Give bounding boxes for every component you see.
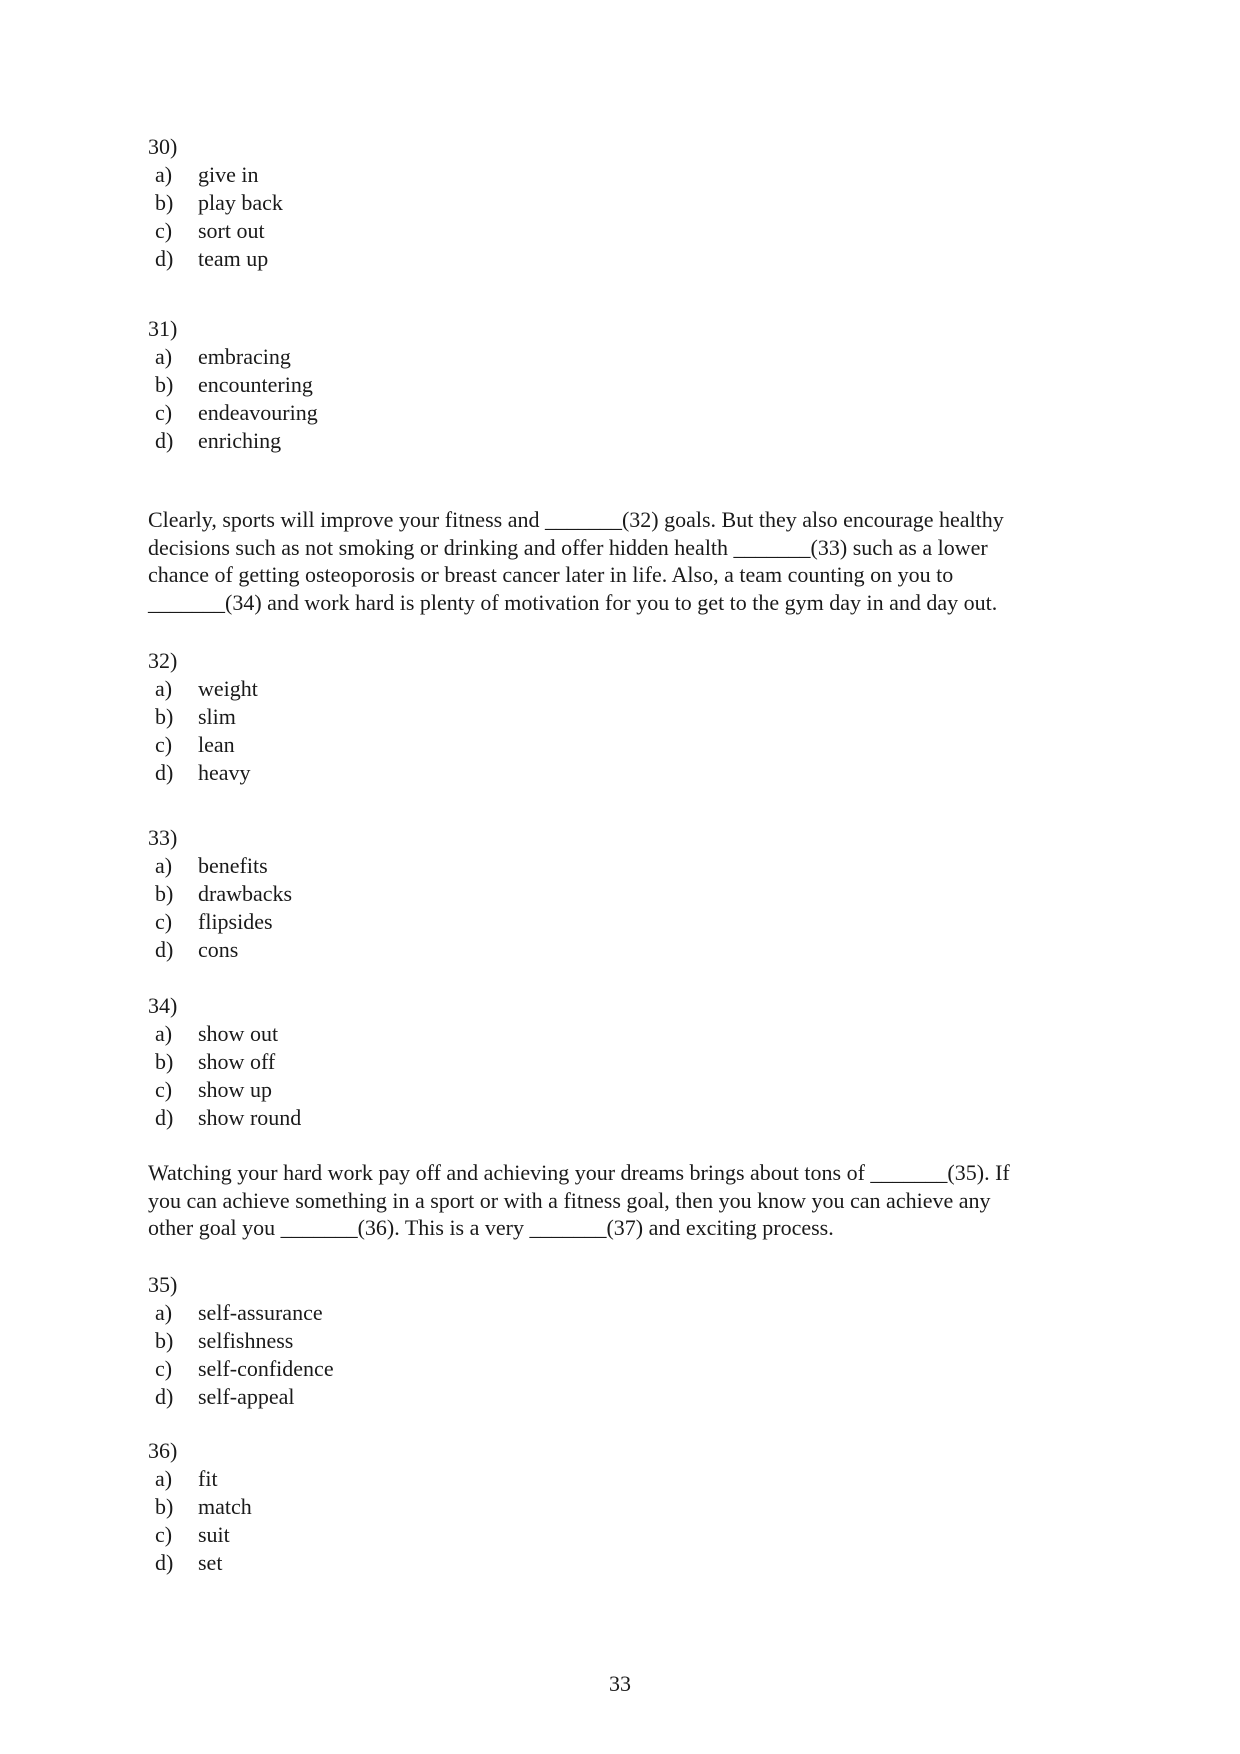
option-c: c) suit [155, 1522, 230, 1547]
option-a: a) embracing [155, 344, 291, 369]
question-35 [148, 1271, 334, 1411]
option-b: b) show off [155, 1049, 276, 1074]
option-b: b) slim [155, 704, 236, 729]
option-c: c) sort out [155, 218, 265, 243]
page-number: 33 [609, 1671, 631, 1696]
option-b: b) play back [155, 190, 283, 215]
question-36 [148, 1437, 252, 1577]
paragraph-line: decisions such as not smoking or drinking and offer hidden health _______(33) such as a lower [148, 534, 988, 560]
option-b: b) match [155, 1494, 252, 1519]
option-d: d) set [155, 1550, 223, 1575]
question-30 [148, 133, 283, 273]
option-d: d) heavy [155, 760, 251, 785]
option-c: c) flipsides [155, 909, 273, 934]
paragraph-line: Watching your hard work pay off and achieving your dreams brings about tons of _______(35). If [148, 1160, 1010, 1185]
option-c: c) lean [155, 732, 235, 757]
paragraph-line: Clearly, sports will improve your fitness and _______(32) goals. But they also encourage healthy [148, 507, 1004, 532]
paragraph-line: you can achieve something in a sport or with a fitness goal, then you know you can achieve any [148, 1187, 991, 1213]
option-a: a) self-assurance [155, 1300, 323, 1325]
question-number: 34) [148, 993, 178, 1018]
passage-paragraph-2 [148, 1159, 1098, 1242]
question-number: 30) [148, 134, 178, 159]
option-d: d) show round [155, 1105, 302, 1130]
paragraph-line: chance of getting osteoporosis or breast cancer later in life. Also, a team counting on you to [148, 562, 954, 588]
option-b: b) drawbacks [155, 881, 293, 906]
question-number: 31) [148, 316, 178, 341]
question-number: 36) [148, 1438, 178, 1463]
question-number: 32) [148, 648, 178, 673]
question-number: 33) [148, 825, 178, 850]
option-a: a) fit [155, 1466, 218, 1491]
passage-paragraph-1 [148, 506, 1098, 617]
option-b: b) encountering [155, 372, 313, 397]
paragraph-line: other goal you _______(36). This is a very _______(37) and exciting process. [148, 1215, 834, 1241]
option-c: c) show up [155, 1077, 272, 1102]
option-d: d) cons [155, 937, 239, 962]
question-31 [148, 315, 318, 455]
option-a: a) benefits [155, 853, 268, 878]
option-a: a) weight [155, 676, 258, 701]
question-32 [148, 647, 258, 787]
option-d: d) team up [155, 246, 269, 271]
paragraph-line: _______(34) and work hard is plenty of motivation for you to get to the gym day in and day out. [148, 590, 998, 616]
question-33 [148, 824, 292, 964]
option-a: a) show out [155, 1021, 279, 1046]
question-number: 35) [148, 1272, 178, 1297]
option-d: d) self-appeal [155, 1384, 295, 1409]
option-c: c) endeavouring [155, 400, 318, 425]
option-a: a) give in [155, 162, 259, 187]
question-34 [148, 992, 301, 1132]
option-c: c) self-confidence [155, 1356, 334, 1381]
option-b: b) selfishness [155, 1328, 294, 1353]
option-d: d) enriching [155, 428, 282, 453]
